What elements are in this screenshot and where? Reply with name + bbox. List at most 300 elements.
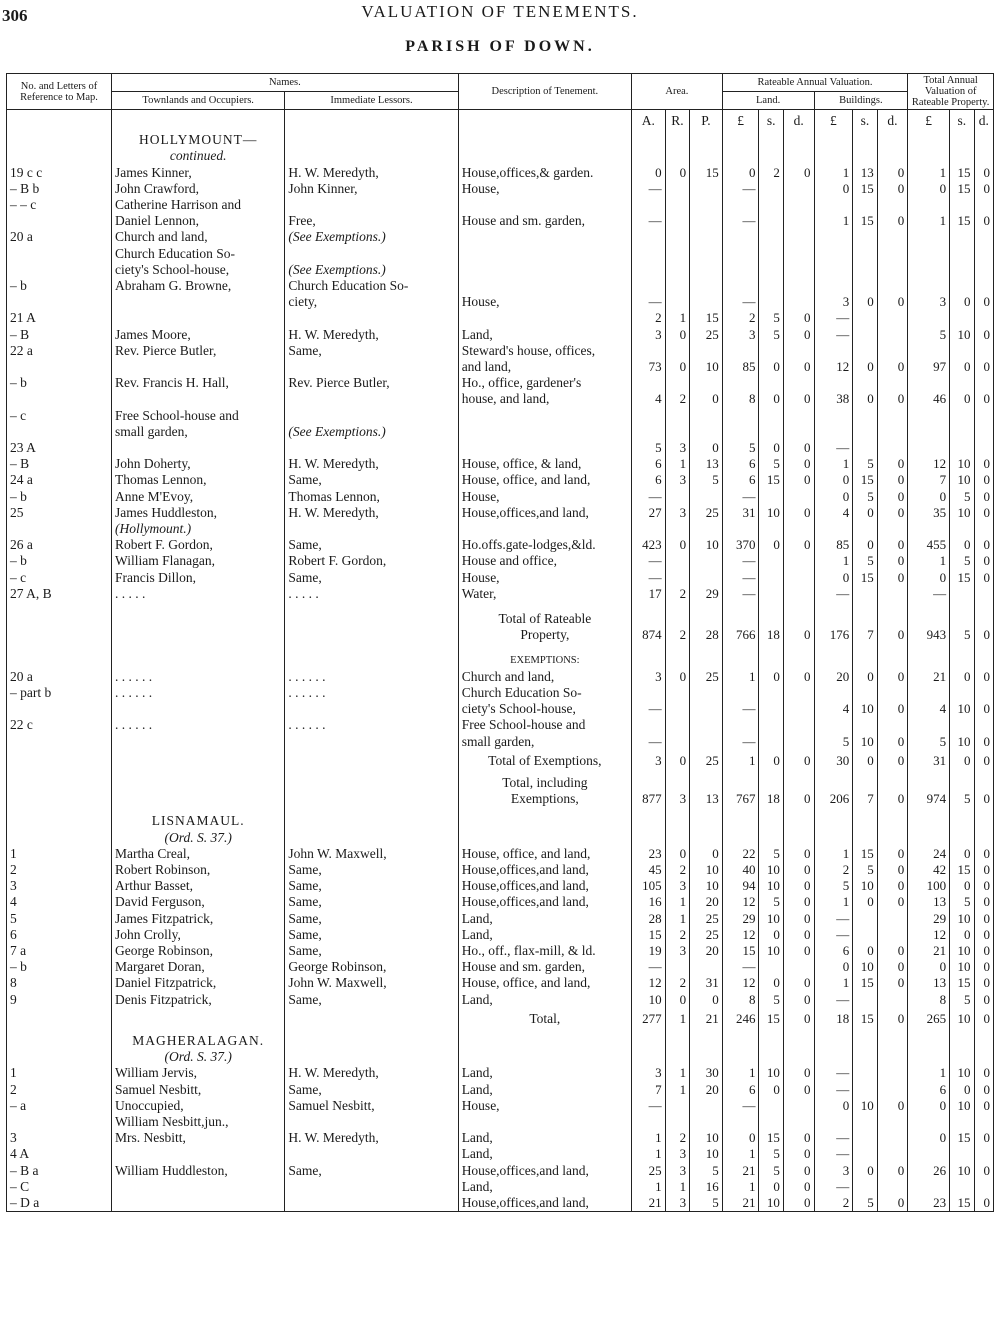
tenement-description: House,offices,and land, [458,1195,631,1212]
occupier-name: small garden, [112,424,285,440]
land-value-cell: 18 [759,608,783,646]
map-reference [7,521,112,537]
area-cell: 1 [632,1146,666,1162]
occupier-name: Rev. Pierce Butler, [112,343,285,359]
unit-acres: A. [632,110,666,130]
area-cell: 0 [690,846,723,862]
total-value-cell: 15 [950,570,974,586]
land-value-cell [759,553,783,569]
area-cell [690,653,723,669]
occupier-name: Rev. Francis H. Hall, [112,375,285,391]
table-row [7,553,994,569]
buildings-value-cell [877,1130,908,1146]
total-value-cell: 0 [974,1163,993,1179]
total-value-cell [908,408,950,424]
buildings-value-cell: 10 [853,878,877,894]
tenement-description: EXEMPTIONS: [458,653,631,669]
total-value-cell: 0 [974,294,993,310]
townland-heading-row [7,129,994,164]
total-value-cell: 0 [950,878,974,894]
tenement-description [458,310,631,326]
area-cell: 2 [632,310,666,326]
area-cell [690,959,723,975]
tenement-description: House, office, and land, [458,975,631,991]
area-cell: 25 [690,669,723,685]
total-value-cell [950,1114,974,1130]
tenement-description: House, [458,181,631,197]
empty-cell [458,129,631,164]
land-value-cell: 10 [759,1065,783,1081]
total-value-cell [950,197,974,213]
map-reference [7,359,112,375]
land-value-cell: 15 [759,1130,783,1146]
area-cell: 105 [632,878,666,894]
tenement-description: Land, [458,327,631,343]
total-value-cell: 23 [908,1195,950,1212]
occupier-name: . . . . . . [112,717,285,733]
total-value-cell: 15 [950,213,974,229]
empty-cell [908,1030,950,1065]
land-value-cell: 18 [759,772,783,810]
buildings-value-cell: 0 [877,862,908,878]
total-value-cell [974,586,993,602]
area-cell [632,424,666,440]
area-cell [665,1098,689,1114]
empty-cell [759,129,783,164]
area-cell: 0 [665,359,689,375]
total-value-cell: 10 [950,943,974,959]
townland-name: LISNAMAUL. [151,813,245,829]
buildings-value-cell: 7 [853,608,877,646]
buildings-value-cell [877,927,908,943]
land-value-cell [722,197,759,213]
tenement-description: Free School-house and [458,717,631,733]
buildings-value-cell [853,246,877,262]
empty-cell [974,810,993,845]
buildings-value-cell: 0 [877,1098,908,1114]
land-value-cell: 0 [783,537,814,553]
immediate-lessor: Same, [285,894,458,910]
area-cell: 25 [690,927,723,943]
land-value-cell: — [722,213,759,229]
land-value-cell: 5 [759,1146,783,1162]
land-value-cell: 0 [759,537,783,553]
land-value-cell [783,246,814,262]
land-value-cell [722,685,759,701]
empty-cell [908,810,950,845]
buildings-value-cell: 0 [877,846,908,862]
total-value-cell [908,1114,950,1130]
total-value-cell: 10 [950,911,974,927]
land-value-cell: 5 [722,440,759,456]
map-reference: – c [7,408,112,424]
area-cell [632,717,666,733]
table-row [7,653,994,669]
land-value-cell: 0 [783,472,814,488]
table-row [7,1130,994,1146]
table-row [7,343,994,359]
area-cell: 21 [690,1008,723,1030]
occupier-name: John Crawford, [112,181,285,197]
buildings-value-cell: 0 [853,669,877,685]
area-cell: 10 [690,1130,723,1146]
area-cell [690,489,723,505]
occupier-name: James Moore, [112,327,285,343]
land-value-cell [783,717,814,733]
table-row [7,391,994,407]
land-value-cell: 15 [759,472,783,488]
empty-cell [285,750,458,772]
map-reference: 26 a [7,537,112,553]
table-row [7,278,994,294]
total-value-cell: 0 [974,959,993,975]
table-row [7,1065,994,1081]
total-label-line: Total of Exemptions, [488,752,602,768]
header-area: Area. [632,74,723,110]
map-reference [7,294,112,310]
map-reference: 8 [7,975,112,991]
total-value-cell: 0 [974,359,993,375]
land-value-cell: 0 [759,750,783,772]
total-value-cell: 0 [974,553,993,569]
area-cell [665,197,689,213]
buildings-value-cell: 5 [853,553,877,569]
total-value-cell [908,717,950,733]
buildings-value-cell: 4 [814,505,853,521]
table-row [7,586,994,602]
map-reference [7,424,112,440]
tenement-description: Land, [458,1179,631,1195]
empty-cell [112,1008,285,1030]
area-cell: — [632,734,666,750]
buildings-value-cell: 0 [877,959,908,975]
tenement-description: Land, [458,1082,631,1098]
land-value-cell [759,653,783,669]
land-value-cell [722,343,759,359]
area-cell: 2 [665,1130,689,1146]
area-cell: 25 [690,911,723,927]
immediate-lessor: Same, [285,343,458,359]
buildings-value-cell: — [814,586,853,602]
buildings-value-cell: 0 [877,750,908,772]
parish-heading: PARISH OF DOWN. [405,38,595,55]
land-value-cell [722,246,759,262]
area-cell [632,229,666,245]
table-row [7,943,994,959]
buildings-value-cell: 6 [814,943,853,959]
immediate-lessor: Same, [285,1163,458,1179]
header-total: Total Annual Valuation of Rateable Property. [908,74,994,110]
buildings-value-cell: 1 [814,553,853,569]
land-value-cell: 0 [783,862,814,878]
land-value-cell: 12 [722,975,759,991]
area-cell: 0 [665,669,689,685]
land-value-cell: 0 [759,359,783,375]
land-value-cell: — [722,586,759,602]
area-cell: 3 [665,1195,689,1212]
buildings-value-cell: 12 [814,359,853,375]
buildings-value-cell [877,197,908,213]
empty-cell [458,1030,631,1065]
area-cell [665,294,689,310]
buildings-value-cell: — [814,1146,853,1162]
total-row [7,608,994,646]
buildings-value-cell: 1 [814,894,853,910]
buildings-value-cell: 0 [877,734,908,750]
total-row [7,772,994,810]
occupier-name: George Robinson, [112,943,285,959]
buildings-value-cell: 7 [853,772,877,810]
area-cell: 23 [632,846,666,862]
land-value-cell: 0 [783,456,814,472]
buildings-value-cell: 0 [853,943,877,959]
table-row [7,472,994,488]
buildings-value-cell: 10 [853,701,877,717]
table-row [7,1098,994,1114]
total-value-cell: 0 [908,959,950,975]
total-value-cell [974,685,993,701]
occupier-name [112,440,285,456]
total-value-cell [908,521,950,537]
total-value-cell: 1 [908,165,950,181]
immediate-lessor: . . . . . . [285,717,458,733]
land-value-cell: 8 [722,992,759,1008]
area-cell [665,229,689,245]
area-cell: — [632,181,666,197]
area-cell: 25 [690,505,723,521]
valuation-table [6,73,994,1212]
tenement-description [458,408,631,424]
land-value-cell [759,424,783,440]
buildings-value-cell: 0 [853,294,877,310]
total-value-cell: 0 [974,570,993,586]
total-value-cell [974,1114,993,1130]
land-value-cell [783,553,814,569]
land-value-cell [759,489,783,505]
buildings-value-cell [877,521,908,537]
land-value-cell [759,701,783,717]
land-value-cell: 5 [759,456,783,472]
tenement-description: House, office, and land, [458,472,631,488]
townland-sub: (Ord. S. 37.) [164,1049,232,1065]
land-value-cell: 21 [722,1195,759,1212]
map-reference: 23 A [7,440,112,456]
buildings-value-cell [877,1065,908,1081]
unit-perches: P. [690,110,723,130]
buildings-value-cell [814,653,853,669]
buildings-value-cell: 0 [877,701,908,717]
total-value-cell [950,586,974,602]
land-value-cell: 1 [722,750,759,772]
tenement-description: House,offices,and land, [458,878,631,894]
total-value-cell [950,1146,974,1162]
buildings-value-cell: 0 [877,772,908,810]
land-value-cell: — [722,701,759,717]
total-value-cell: 15 [950,975,974,991]
area-cell: 3 [665,440,689,456]
buildings-value-cell [853,424,877,440]
page-title: VALUATION OF TENEMENTS. [361,2,639,21]
land-value-cell: 0 [783,1195,814,1212]
tenement-description: Land, [458,1065,631,1081]
table-row [7,975,994,991]
land-value-cell: 5 [759,310,783,326]
total-value-cell: 0 [974,327,993,343]
total-value-cell: 0 [974,181,993,197]
total-value-cell: 42 [908,862,950,878]
unit-pounds: £ [814,110,853,130]
land-value-cell: 10 [759,505,783,521]
empty-cell [783,810,814,845]
map-reference: 1 [7,1065,112,1081]
total-value-cell: 0 [908,570,950,586]
immediate-lessor: (See Exemptions.) [285,424,458,440]
buildings-value-cell [877,992,908,1008]
immediate-lessor: John W. Maxwell, [285,975,458,991]
immediate-lessor [285,391,458,407]
occupier-name: John Doherty, [112,456,285,472]
land-value-cell: 10 [759,1195,783,1212]
buildings-value-cell [877,717,908,733]
empty-cell [690,129,723,164]
area-cell: 1 [665,456,689,472]
immediate-lessor: H. W. Meredyth, [285,1065,458,1081]
buildings-value-cell: 15 [853,846,877,862]
buildings-value-cell: 0 [877,608,908,646]
area-cell: 15 [690,165,723,181]
immediate-lessor: . . . . . [285,586,458,602]
total-value-cell: 0 [974,1008,993,1030]
buildings-value-cell [853,408,877,424]
buildings-value-cell [877,375,908,391]
area-cell [690,553,723,569]
land-value-cell: 0 [783,505,814,521]
total-value-cell [974,521,993,537]
empty-cell [814,1030,853,1065]
tenement-description [458,229,631,245]
land-value-cell: 94 [722,878,759,894]
immediate-lessor: Same, [285,472,458,488]
buildings-value-cell: 0 [877,975,908,991]
land-value-cell [759,278,783,294]
total-value-cell [908,653,950,669]
area-cell [632,197,666,213]
area-cell: — [632,294,666,310]
land-value-cell: — [722,553,759,569]
area-cell: 20 [690,894,723,910]
total-value-cell: 26 [908,1163,950,1179]
land-value-cell: 0 [783,1146,814,1162]
total-value-cell [950,343,974,359]
total-value-cell: 0 [908,181,950,197]
total-value-cell: 5 [950,489,974,505]
land-value-cell: 0 [783,310,814,326]
land-value-cell: 0 [759,440,783,456]
empty-cell [458,810,631,845]
occupier-name [112,653,285,669]
map-reference: – c [7,570,112,586]
immediate-lessor [285,1146,458,1162]
total-value-cell: 0 [974,846,993,862]
buildings-value-cell: 15 [853,181,877,197]
empty-cell [665,810,689,845]
table-row [7,701,994,717]
buildings-value-cell [853,1179,877,1195]
total-value-cell [950,278,974,294]
total-value-cell: 0 [974,456,993,472]
land-value-cell [783,701,814,717]
occupier-name [112,310,285,326]
land-value-cell [722,424,759,440]
map-reference: – a [7,1098,112,1114]
land-value-cell [783,424,814,440]
total-value-cell: 0 [974,537,993,553]
buildings-value-cell: 1 [814,213,853,229]
tenement-description: Ho., off., flax-mill, & ld. [458,943,631,959]
total-value-cell [908,310,950,326]
immediate-lessor [285,197,458,213]
total-value-cell [974,278,993,294]
empty-cell [722,1030,759,1065]
total-label [458,772,631,810]
total-value-cell [950,310,974,326]
land-value-cell: 22 [722,846,759,862]
land-value-cell: 0 [759,1179,783,1195]
total-label-line: Property, [520,627,570,643]
buildings-value-cell: 0 [877,878,908,894]
table-row [7,1163,994,1179]
townland-heading [112,1030,285,1065]
area-cell: 13 [690,772,723,810]
area-cell [690,1114,723,1130]
land-value-cell [759,181,783,197]
land-value-cell [783,521,814,537]
area-cell: 12 [632,975,666,991]
empty-cell [877,129,908,164]
total-value-cell [974,1146,993,1162]
land-value-cell [783,570,814,586]
area-cell: 15 [632,927,666,943]
header-description: Description of Tenement. [458,74,631,110]
total-value-cell: 0 [974,878,993,894]
empty-cell [632,810,666,845]
immediate-lessor [285,653,458,669]
area-cell [665,553,689,569]
land-value-cell [783,685,814,701]
table-row [7,408,994,424]
land-value-cell: 0 [783,440,814,456]
buildings-value-cell [853,911,877,927]
buildings-value-cell: 20 [814,669,853,685]
header-rateable: Rateable Annual Valuation. [722,74,908,92]
tenement-description [458,440,631,456]
buildings-value-cell [877,262,908,278]
land-value-cell: — [722,570,759,586]
total-value-cell: 0 [908,489,950,505]
land-value-cell: — [722,294,759,310]
empty-cell [950,129,974,164]
immediate-lessor [285,246,458,262]
map-reference: 22 c [7,717,112,733]
tenement-description: Land, [458,992,631,1008]
empty-cell [877,810,908,845]
land-value-cell: 31 [722,505,759,521]
area-cell: 25 [632,1163,666,1179]
empty-cell [759,1030,783,1065]
buildings-value-cell [853,262,877,278]
table-row [7,424,994,440]
buildings-value-cell [877,653,908,669]
